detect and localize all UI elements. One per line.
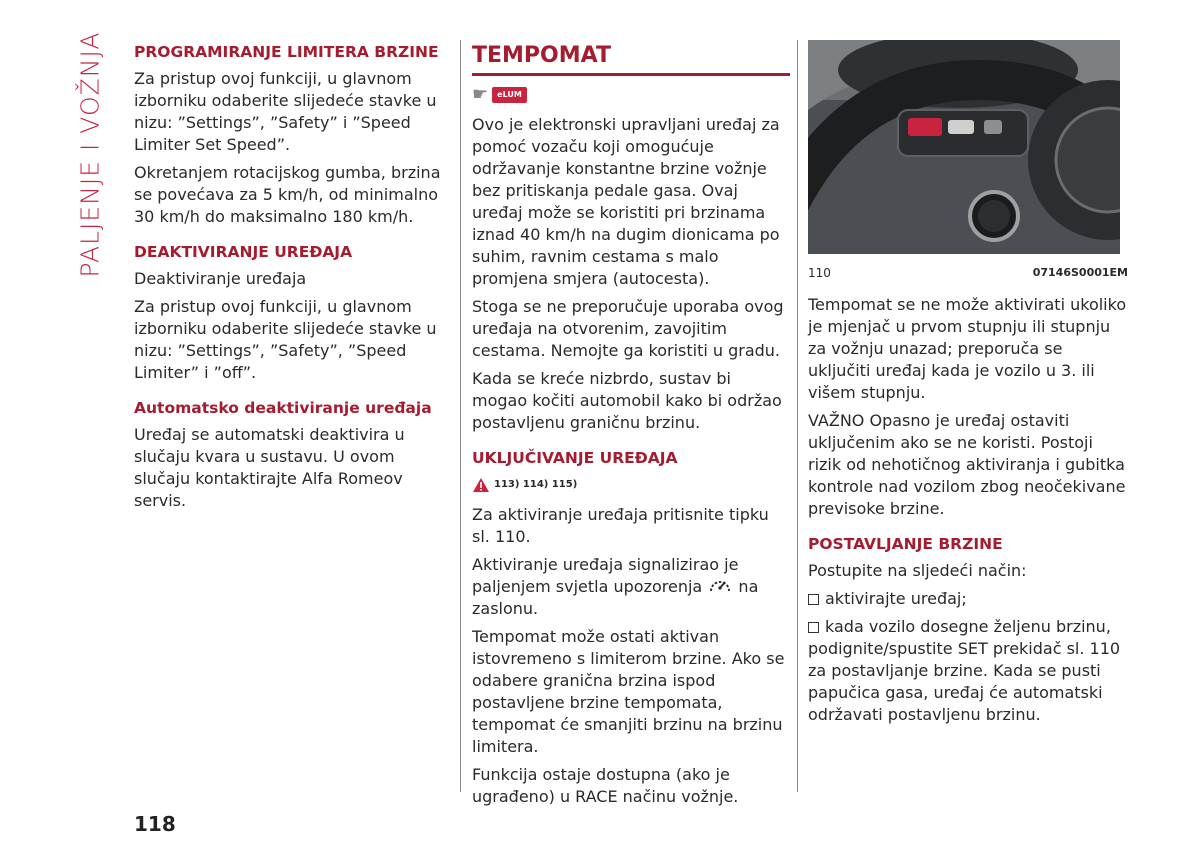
section-title-tempomat: TEMPOMAT [472,42,790,76]
paragraph: Za pristup ovoj funkciji, u glavnom izborniku odaberite slijedeće stavke u nizu: ”Settings”, ”Safety” i ”Speed Limiter Set Speed”. [134,69,437,154]
paragraph: Za aktiviranje uređaja pritisnite tipku sl. 110. [472,505,769,546]
paragraph: Okretanjem rotacijskog gumba, brzina se povećava za 5 km/h, od minimalno 30 km/h do maksimalno 180 km/h. [134,163,441,226]
steering-wheel-illustration [808,40,1120,254]
heading-setting-speed: POSTAVLJANJE BRZINE [808,535,1003,553]
column-divider [797,40,798,792]
paragraph [472,554,790,620]
column-2 [472,42,790,814]
paragraph-text: Aktiviranje uređaja signalizirao je paljenjem svjetla upozorenja [472,555,739,596]
pointing-hand-icon: ☛ [472,84,489,105]
paragraph: Tempomat može ostati aktivan istovremeno s limiterom brzine. Ako se odabere granična brzina ispod postavljene brzine tempomata, tempomat će smanjiti brzinu na brzinu limitera. [472,627,785,756]
checkbox-bullet-icon [808,622,819,633]
figure-code: 07146S0001EM [1032,266,1128,279]
cruise-control-indicator-icon [707,576,733,596]
paragraph-text: na zaslonu. [472,577,759,618]
warning-refs-text: 113) 114) 115) [494,479,578,490]
paragraph: Uređaj se automatski deaktivira u slučaju kvara u sustavu. U ovom slučaju kontaktirajte Alfa Romeov servis. [134,425,405,510]
paragraph: Za pristup ovoj funkciji, u glavnom izborniku odaberite slijedeće stavke u nizu: ”Settings”, ”Safety”, ”Speed Limiter” i ”off”. [134,297,437,382]
column-3 [808,40,1128,732]
warning-references [472,474,790,496]
heading-programming-limiter: PROGRAMIRANJE LIMITERA BRZINE [134,43,439,61]
chapter-side-title-text: PALJENJE I VOŽNJA [75,30,105,278]
paragraph: Tempomat se ne može aktivirati ukoliko je mjenjač u prvom stupnju ili stupnju za vožnju unazad; preporuča se uključiti uređaj kada je vozilo u 3. ili višem stupnju. [808,295,1127,402]
chapter-side-title [72,30,108,278]
elum-badge-row [472,84,790,106]
heading-activation: UKLJUČIVANJE UREĐAJA [472,449,678,467]
list-item-text: kada vozilo dosegne željenu brzinu, podignite/spustite SET prekidač sl. 110 za postavljanje brzine. Kada se pusti papučica gasa, uređaj će automatski održavati postavljenu brzinu. [808,617,1121,724]
heading-auto-deactivation: Automatsko deaktiviranje uređaja [134,399,432,417]
paragraph: Stoga se ne preporučuje uporaba ovog uređaja na otvorenim, zavojitim cestama. Nemojte ga koristiti u gradu. [472,297,784,360]
list-item-text: aktivirajte uređaj; [825,589,967,608]
paragraph: Ovo je elektronski upravljani uređaj za pomoć vozaču koji omogućuje održavanje konstantne brzine vožnje bez pritiskanja pedale gasa. Ovaj uređaj može se koristiti pri brzinama iznad 40 km/h na dugim dionicama po suhim, ravnim cestama s malo promjena smjera (autocesta). [472,115,780,288]
elum-badge: eLUM [492,87,527,103]
column-1 [134,42,444,518]
paragraph: VAŽNO Opasno je uređaj ostaviti uključenim ako se ne koristi. Postoji rizik od nehotičnog aktiviranja i gubitka kontrole nad vozilom zbog neočekivane previsoke brzine. [808,411,1126,518]
list-item [808,588,1128,610]
list-item [808,616,1128,726]
paragraph: Deaktiviranje uređaja [134,269,307,288]
page-number: 118 [134,812,176,836]
steering-wheel-photo [808,40,1120,254]
figure-caption [808,262,1128,284]
figure-number: 110 [808,266,831,280]
paragraph: Postupite na sljedeći način: [808,561,1027,580]
heading-deactivation: DEAKTIVIRANJE UREĐAJA [134,243,353,261]
paragraph: Kada se kreće nizbrdo, sustav bi mogao kočiti automobil kako bi održao postavljenu graničnu brzinu. [472,369,782,432]
checkbox-bullet-icon [808,594,819,605]
paragraph: Funkcija ostaje dostupna (ako je ugrađeno) u RACE načinu vožnje. [472,765,739,806]
warning-triangle-icon [472,477,490,493]
column-divider [460,40,461,792]
